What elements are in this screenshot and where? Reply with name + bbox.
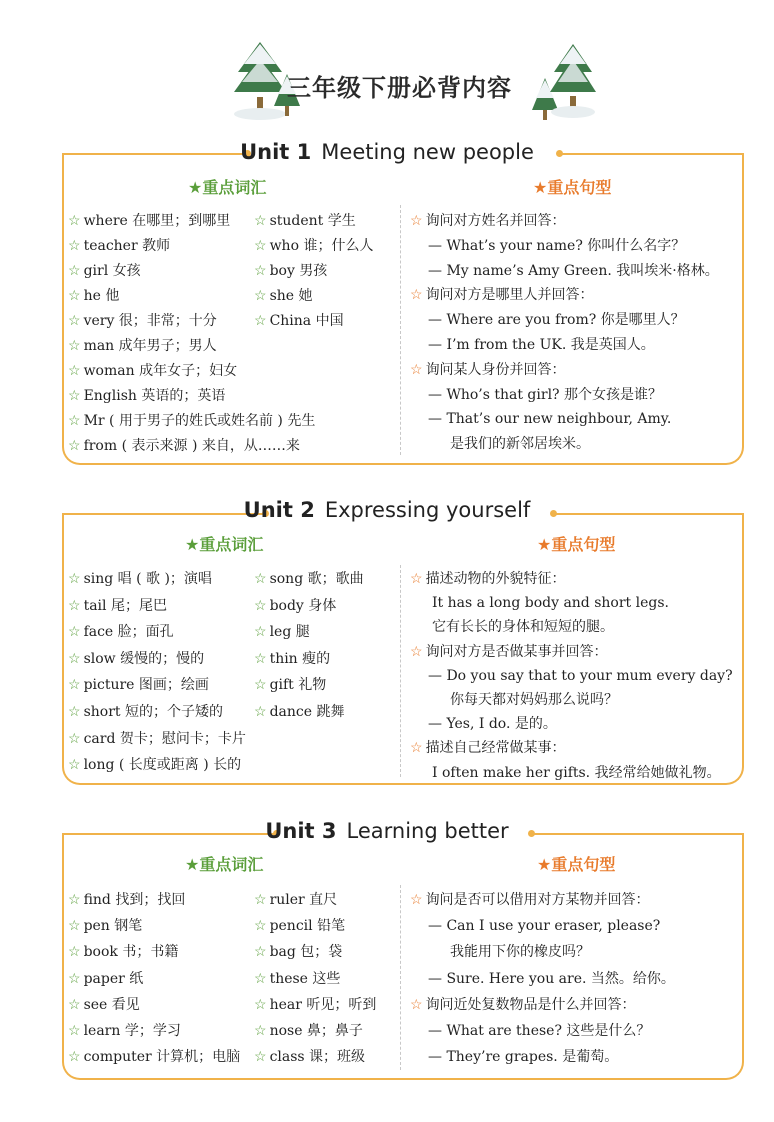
sentence-heading [410,891,650,909]
star-icon: ☆ [254,263,267,279]
star-icon: ☆ [254,892,267,908]
vocab-text: tail 尾；尾巴 [83,597,167,614]
sentence-text: — What’s your name? 你叫什么名字？ [428,237,686,254]
vocab-text: nose 鼻；鼻子 [269,1023,363,1039]
vocab-text: English 英语的；英语 [83,388,226,404]
sentence-text: — That’s our new neighbour, Amy. [428,411,672,428]
star-icon: ☆ [68,996,81,1013]
vocab-item [68,412,315,430]
star-icon: ☆ [68,624,81,641]
unit1-divider [400,205,401,455]
sentence-text: — My name’s Amy Green. 我叫埃米·格林。 [428,262,719,279]
star-icon: ☆ [68,413,81,429]
star-icon: ☆ [410,287,423,304]
sentence-text: — Where are you from? 你是哪里人？ [428,312,685,329]
star-icon: ☆ [410,213,423,229]
sentence-line [428,667,733,685]
vocab-text: book 书；书籍 [83,944,179,961]
vocab-text: bag 包；袋 [269,944,343,961]
sentence-line [428,715,557,733]
sentence-text: — I’m from the UK. 我是英国人。 [428,337,655,353]
vocab-text: very 很；非常；十分 [83,313,217,329]
unit2-sentence-title: ★重点句型 [537,535,616,554]
page-title-banner [0,52,774,122]
vocab-item [68,1048,240,1066]
star-icon: ☆ [254,1049,267,1066]
sentence-line [450,435,590,453]
sentence-text: 你每天都对妈妈那么说吗？ [450,692,618,708]
vocab-item [68,597,167,615]
star-icon: ☆ [254,996,267,1013]
star-icon: ☆ [68,238,81,254]
vocab-text: he 他 [83,288,120,304]
unit1-sentence-title: ★重点句型 [533,178,612,197]
vocab-text: learn 学；学习 [83,1023,181,1039]
star-icon: ☆ [68,388,81,404]
sentence-heading [410,739,566,757]
vocab-item [254,237,373,255]
unit2-vocab-title: ★重点词汇 [185,535,264,554]
unit3-name: Learning better [346,819,509,843]
sentence-text: 询问是否可以借用对方某物并回答： [425,892,650,908]
star-icon: ☆ [254,313,267,329]
vocab-item [254,943,342,961]
star-icon: ☆ [254,1023,267,1039]
sentence-heading [410,212,566,230]
star-icon: ☆ [68,338,81,354]
vocab-item [254,312,344,330]
unit1-name: Meeting new people [321,140,534,164]
star-icon: ☆ [68,757,81,774]
vocab-item [68,1022,181,1040]
vocab-text: girl 女孩 [83,263,141,279]
star-icon: ☆ [68,650,81,667]
vocab-text: song 歌；歌曲 [269,571,364,587]
sentence-line [428,1022,650,1040]
vocab-text: boy 男孩 [269,263,328,279]
vocab-item [68,387,225,405]
vocab-item [68,891,185,909]
vocab-text: she 她 [269,288,313,304]
star-icon: ☆ [68,677,81,694]
sentence-text: 我能用下你的橡皮吗？ [450,944,590,961]
vocab-item [254,212,356,230]
star-icon: ☆ [68,571,81,587]
star-icon: ☆ [254,704,267,720]
snow-tree-right-icon [548,44,598,120]
vocab-item [254,287,313,305]
star-icon: ☆ [68,730,81,747]
vocab-item [254,703,344,721]
sentence-text: 它有长长的身体和短短的腿。 [432,619,614,636]
vocab-item [68,676,209,694]
vocab-text: gift 礼物 [269,677,327,694]
sentence-text: I often make her gifts. 我经常给她做礼物。 [432,764,721,781]
star-icon: ☆ [68,363,81,379]
star-icon: ☆ [410,996,423,1013]
star-icon: ☆ [410,361,423,378]
vocab-text: leg 腿 [269,624,310,641]
vocab-item [68,756,241,774]
star-icon: ☆ [68,313,81,329]
vocab-item [254,570,364,588]
sentence-line [450,691,618,709]
star-icon: ☆ [254,238,267,254]
sentence-line [428,410,671,428]
star-icon: ☆ [254,571,267,587]
vocab-item [68,623,174,641]
star-icon: ☆ [68,438,81,454]
sentence-text: — Sure. Here you are. 当然。给你。 [428,970,675,987]
vocab-text: card 贺卡；慰问卡；卡片 [83,730,246,747]
star-icon: ☆ [68,597,81,614]
vocab-text: face 脸；面孔 [83,624,174,641]
vocab-text: who 谁；什么人 [269,238,374,254]
vocab-item [68,570,212,588]
sentence-line [432,618,614,636]
sentence-text: 描述动物的外貌特征： [425,571,566,587]
sentence-line [428,970,675,988]
vocab-text: slow 缓慢的；慢的 [83,650,205,667]
vocab-item [68,362,237,380]
vocab-item [68,312,217,330]
vocab-item [68,943,178,961]
sentence-heading [410,643,608,661]
vocab-text: long ( 长度或距离 ) 长的 [83,757,242,774]
star-icon: ☆ [68,944,81,961]
unit3-number: Unit 3 [265,819,337,843]
star-icon: ☆ [68,213,81,229]
sentence-line [450,943,590,961]
sentence-line [428,311,685,329]
vocab-item [254,1048,365,1066]
vocab-text: short 短的；个子矮的 [83,704,223,720]
sentence-text: — Who’s that girl? 那个女孩是谁？ [428,386,663,403]
star-icon: ☆ [68,704,81,720]
vocab-text: man 成年男子；男人 [83,338,217,354]
vocab-item [254,597,336,615]
vocab-text: China 中国 [269,313,344,329]
vocab-item [68,287,119,305]
star-icon: ☆ [254,624,267,641]
star-icon: ☆ [68,263,81,279]
vocab-item [254,1022,363,1040]
vocab-text: sing 唱 ( 歌 )；演唱 [83,571,212,587]
vocab-item [68,437,300,455]
vocab-item [68,996,140,1014]
unit1-number: Unit 1 [240,140,312,164]
vocab-item [254,970,340,988]
unit1-vocab-title: ★重点词汇 [188,178,267,197]
star-icon: ☆ [254,677,267,694]
vocab-item [68,337,217,355]
vocab-text: body 身体 [269,597,337,614]
vocab-text: student 学生 [269,213,356,229]
vocab-text: where 在哪里；到哪里 [83,213,231,229]
star-icon: ☆ [254,918,267,935]
sentence-line [428,386,662,404]
vocab-item [68,970,143,988]
vocab-text: thin 瘦的 [269,650,331,667]
star-icon: ☆ [254,288,267,304]
sentence-text: 询问近处复数物品是什么并回答： [425,996,636,1013]
vocab-text: ruler 直尺 [269,892,338,908]
unit2-divider [400,565,401,777]
sentence-heading [410,996,636,1014]
vocab-text: see 看见 [83,996,140,1013]
sentence-line [428,237,685,255]
sentence-text: — Do you say that to your mum every day? [428,667,733,684]
sentence-line [428,917,660,935]
vocab-text: picture 图画；绘画 [83,677,209,694]
vocab-item [254,891,337,909]
vocab-item [254,676,326,694]
vocab-item [254,262,327,280]
star-icon: ☆ [254,213,267,229]
sentence-line [428,262,719,280]
sentence-line [428,1048,618,1066]
sentence-text: 询问某人身份并回答： [425,361,566,378]
vocab-item [68,237,170,255]
vocab-text: pen 钢笔 [83,918,143,935]
sentence-line [428,336,655,354]
sentence-heading [410,286,594,304]
vocab-item [68,917,142,935]
vocab-text: from ( 表示来源 ) 来自，从……来 [83,438,300,454]
sentence-heading [410,570,566,588]
vocab-item [254,917,345,935]
vocab-text: class 课；班级 [269,1049,366,1066]
star-icon: ☆ [68,1023,81,1039]
star-icon: ☆ [68,1049,81,1066]
sentence-text: 是我们的新邻居埃米。 [450,436,590,453]
star-icon: ☆ [410,740,423,757]
vocab-item [254,650,330,668]
vocab-text: pencil 铅笔 [269,918,346,935]
vocab-text: paper 纸 [83,970,144,987]
vocab-item [68,703,223,721]
sentence-text: 询问对方是哪里人并回答： [425,287,594,304]
sentence-text: — They’re grapes. 是葡萄。 [428,1049,619,1066]
vocab-text: teacher 教师 [83,238,171,254]
star-icon: ☆ [410,643,423,660]
sentence-line [432,594,669,612]
sentence-text: — What are these? 这些是什么？ [428,1023,651,1039]
star-icon: ☆ [254,597,267,614]
star-icon: ☆ [410,892,423,908]
vocab-item [254,996,376,1014]
sentence-heading [410,361,566,379]
vocab-text: hear 听见；听到 [269,996,377,1013]
vocab-text: computer 计算机；电脑 [83,1049,241,1066]
sentence-text: — Can I use your eraser, please? [428,918,661,935]
star-icon: ☆ [254,944,267,961]
unit2-name: Expressing yourself [324,498,531,522]
unit2-number: Unit 2 [243,498,315,522]
star-icon: ☆ [68,892,81,908]
star-icon: ☆ [68,918,81,935]
vocab-item [68,730,246,748]
page-title: 三年级下册必背内容 [287,74,512,102]
star-icon: ☆ [254,970,267,987]
vocab-text: Mr ( 用于男子的姓氏或姓名前 ) 先生 [83,413,316,429]
sentence-text: 询问对方姓名并回答： [425,213,566,229]
vocab-text: dance 跳舞 [269,704,345,720]
sentence-text: 描述自己经常做某事： [425,740,566,757]
sentence-text: — Yes, I do. 是的。 [428,716,557,733]
vocab-item [68,262,141,280]
sentence-line [432,764,721,782]
star-icon: ☆ [254,650,267,667]
sentence-text: It has a long body and short legs. [432,595,669,612]
vocab-item [68,212,230,230]
unit3-sentence-title: ★重点句型 [537,855,616,874]
vocab-text: these 这些 [269,970,341,987]
star-icon: ☆ [68,970,81,987]
vocab-text: find 找到；找回 [83,892,186,908]
sentence-text: 询问对方是否做某事并回答： [425,643,608,660]
vocab-item [254,623,310,641]
unit3-divider [400,885,401,1070]
vocab-item [68,650,204,668]
unit3-vocab-title: ★重点词汇 [185,855,264,874]
star-icon: ☆ [410,571,423,587]
vocab-text: woman 成年女子；妇女 [83,363,238,379]
star-icon: ☆ [68,288,81,304]
